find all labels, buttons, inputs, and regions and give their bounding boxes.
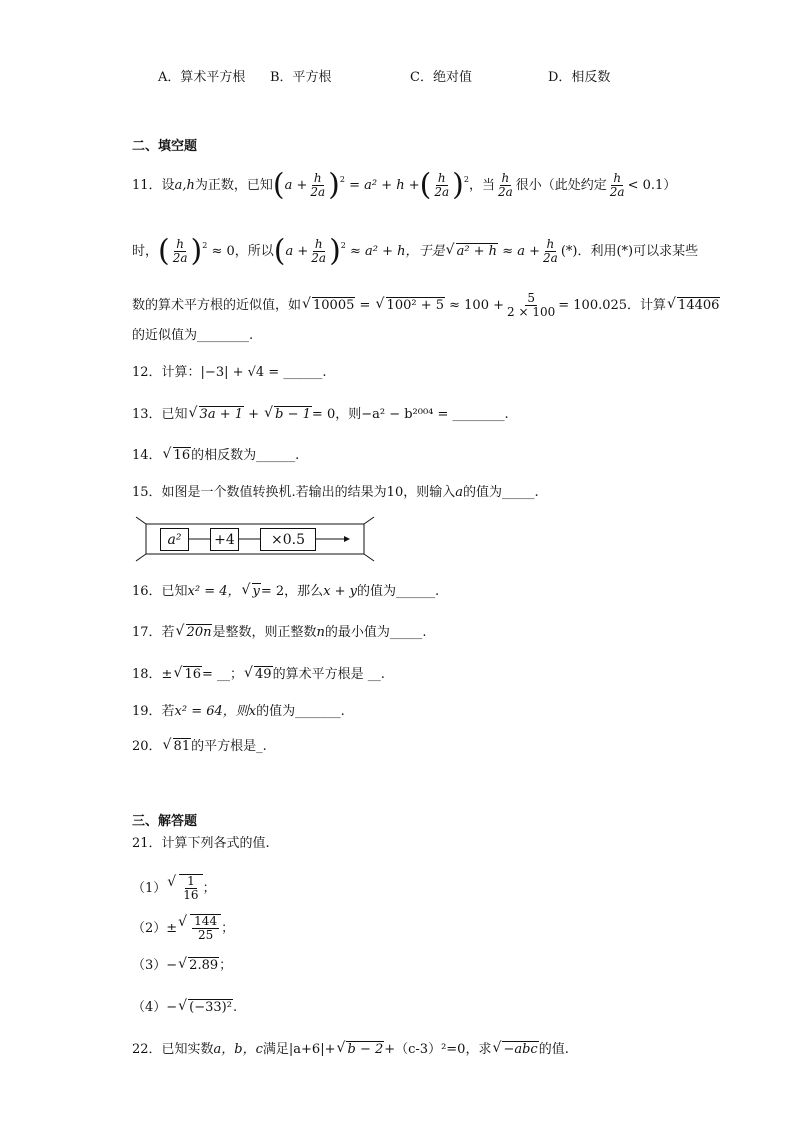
paren: (	[272, 167, 285, 203]
paren: )	[190, 233, 203, 269]
option-c: C．绝对值	[410, 70, 472, 85]
q11-line4: 的近似值为________.	[132, 328, 254, 343]
radicand	[190, 914, 221, 942]
sqrt-expression	[302, 296, 355, 316]
radicand: 3a + 1	[199, 407, 243, 422]
fraction	[309, 238, 328, 265]
option-b: B．平方根	[270, 70, 332, 85]
q16-text: = 2，那么	[260, 584, 324, 599]
sqrt-expression	[264, 405, 312, 425]
paren: (	[158, 233, 170, 269]
exponent: 2	[340, 241, 346, 250]
denominator: 16	[183, 888, 199, 902]
radicand: −abc	[503, 1042, 538, 1057]
q13-text: = 0，则−a² − b²⁰⁰⁴ = ________.	[311, 407, 509, 422]
q11-text: 为正数，已知	[194, 178, 273, 193]
paren: )	[452, 167, 464, 203]
q21-part3	[132, 956, 232, 976]
q15-text: 的值为_____.	[462, 485, 539, 500]
radicand: 16	[173, 448, 191, 463]
denominator: 2a	[310, 185, 326, 199]
q11-text: 设	[161, 178, 175, 193]
expr-term: a +	[284, 178, 308, 193]
denominator: 2a	[543, 251, 558, 265]
punctuation: ；	[202, 881, 216, 896]
paren: (	[419, 167, 432, 203]
numerator: √ 144	[194, 914, 218, 928]
numerator: h	[314, 237, 323, 251]
fraction	[181, 875, 200, 902]
q11-text: 时，	[132, 244, 159, 259]
denominator: 2a	[434, 185, 450, 199]
numerator: h	[546, 237, 555, 251]
sqrt-expression	[336, 1040, 384, 1060]
q11-text: ，当	[468, 178, 495, 193]
q18-text: 的算术平方根是 __.	[272, 667, 385, 682]
denominator: 25	[197, 928, 214, 942]
radicand: b − 1	[275, 407, 311, 422]
q11-line3: 数的算术平方根的近似值，如√ 10005 = √ 100² + 5 ≈ 100 + $\frac{5}{2 \times 100}$ = 100.025．计算√ 14406	[132, 292, 720, 319]
sqrt-expression	[189, 405, 244, 425]
radicand: 100² + 5	[386, 298, 444, 313]
option-d: D．相反数	[548, 70, 611, 85]
q20	[132, 737, 267, 757]
q11-text: = 100.025．计算	[558, 298, 667, 313]
section-fill-in-title: 二、填空题	[132, 139, 198, 154]
machine-box-add4: +4	[210, 528, 239, 551]
machine-box-square: a²	[160, 528, 189, 551]
q18	[132, 665, 385, 685]
sqrt-expression	[242, 582, 261, 602]
q11-text: ≈ 100 +	[449, 298, 505, 313]
punctuation: ；	[221, 921, 235, 936]
exponent: 2	[463, 175, 469, 184]
fraction	[308, 172, 327, 199]
q15	[132, 483, 539, 503]
q14-text: 的相反数为______.	[191, 448, 300, 463]
q11-text: ≈ a +	[502, 244, 541, 259]
q11-line2	[132, 233, 699, 269]
denominator: 2a	[311, 251, 327, 265]
q22-text: 22．已知实数	[132, 1042, 214, 1057]
radicand: 20n	[186, 625, 212, 640]
q11-text: ≈ 0，所以	[211, 244, 274, 259]
fraction	[496, 172, 515, 199]
sqrt-expression	[173, 665, 202, 685]
sqrt-expression	[492, 1040, 538, 1060]
q17-var: n	[316, 625, 325, 640]
q12: 12．计算：|−3| + √4 = ______.	[132, 365, 327, 380]
q14	[132, 446, 299, 466]
q16-expr: x + y	[323, 584, 358, 599]
q11-text: ≈ a² + h，于是	[350, 244, 445, 259]
q17-text: 17．若	[132, 625, 175, 640]
q19-text: 的值为_______.	[256, 704, 345, 719]
q22-text: 的值.	[538, 1042, 569, 1057]
q21-title: 21．计算下列各式的值.	[132, 836, 270, 851]
paren: )	[328, 167, 340, 203]
sqrt-expression	[178, 998, 233, 1018]
sqrt-expression	[446, 242, 499, 262]
q18-text: = __；	[201, 667, 244, 682]
sqrt-expression	[244, 665, 273, 685]
radicand: 16	[184, 667, 201, 682]
numerator: h	[437, 171, 446, 185]
expr-term: = a² + h +	[349, 178, 420, 193]
numerator: 5	[527, 291, 535, 305]
q15-var: a	[455, 485, 463, 500]
radicand: a² + h	[456, 244, 498, 259]
numerator: h	[501, 171, 510, 185]
part-label: （3）−	[132, 958, 178, 973]
q14-text: 14．	[132, 448, 162, 463]
q20-text: 的平方根是_.	[191, 739, 267, 754]
q20-text: 20．	[132, 739, 162, 754]
option-a: A．算术平方根	[158, 70, 246, 85]
q13-text: 13．已知	[132, 407, 188, 422]
radicand: 14406	[678, 298, 720, 313]
sqrt-expression	[176, 623, 213, 643]
section-answer-title: 三、解答题	[132, 814, 198, 829]
fraction	[541, 238, 560, 265]
q22-text: +（c-3）²=0，求	[384, 1042, 492, 1057]
q11-text: (*)．利用(*)可以求某些	[560, 244, 699, 259]
q16-text: 16．已知	[132, 584, 188, 599]
q22-vars: a，b，c	[213, 1042, 263, 1057]
q19-expr: x² = 64，则	[174, 704, 249, 719]
sqrt-expression	[178, 914, 221, 942]
q16	[132, 582, 439, 602]
q19	[132, 702, 345, 722]
q13: 13．已知√ 3a + 1 + √ b − 1= 0，则−a² − b²⁰⁰⁴ = ________.	[132, 405, 509, 425]
paren: (	[273, 233, 286, 269]
q22-text: 满足|a+6|+	[262, 1042, 336, 1057]
denominator: 2a	[497, 185, 513, 199]
radicand: 2.89	[189, 958, 219, 973]
radicand: y	[252, 584, 260, 599]
radicand: 81	[173, 739, 191, 754]
punctuation: ；	[219, 958, 233, 973]
q19-var: x	[248, 704, 257, 719]
denominator: 2a	[172, 251, 188, 265]
q17-text: 的最小值为_____.	[324, 625, 427, 640]
exponent: 2	[339, 175, 345, 184]
q11-text: 很小（此处约定	[515, 178, 607, 193]
q21-part4	[132, 998, 237, 1018]
fraction	[432, 172, 451, 199]
q17	[132, 623, 427, 643]
radicand: (−33)²	[189, 1000, 232, 1015]
fraction	[171, 238, 190, 265]
sqrt-expression	[667, 296, 720, 316]
punctuation: .	[232, 1000, 238, 1015]
denominator: 2a	[609, 185, 625, 199]
q11-text: 数的算术平方根的近似值，如	[132, 298, 302, 313]
q11-text: < 0.1）	[627, 178, 677, 193]
q19-text: 19．若	[132, 704, 175, 719]
part-label: （2）±	[132, 921, 178, 936]
sqrt-expression	[163, 446, 192, 466]
q18-text: 18．±	[132, 667, 173, 682]
fraction	[608, 172, 627, 199]
q11-line1	[132, 167, 677, 203]
machine-box-times-half: ×0.5	[260, 528, 316, 551]
radicand	[179, 874, 202, 902]
q11-vars: a,h	[174, 178, 195, 193]
part-label: （1）	[132, 881, 167, 896]
q21-part2	[132, 914, 234, 942]
fraction	[505, 292, 557, 319]
q15-text: 15．如图是一个数值转换机.若输出的结果为10，则输入	[132, 485, 456, 500]
part-label: （4）−	[132, 1000, 178, 1015]
sqrt-expression	[163, 737, 192, 757]
q17-text: 是整数，则正整数	[212, 625, 317, 640]
sqrt-expression	[376, 296, 445, 316]
radicand: 49	[255, 667, 272, 682]
conversion-machine-diagram	[132, 514, 378, 564]
sqrt-expression	[167, 874, 202, 902]
paren: )	[329, 233, 341, 269]
q22	[132, 1040, 569, 1060]
radicand: 10005	[313, 298, 355, 313]
q16-expr: x² = 4，	[187, 584, 241, 599]
denominator: 2 × 100	[507, 305, 556, 319]
numerator: h	[613, 171, 622, 185]
q21-part1	[132, 874, 216, 902]
exponent: 2	[202, 241, 208, 250]
q16-text: 的值为______.	[357, 584, 440, 599]
expr-term: a +	[285, 244, 309, 259]
fraction	[192, 915, 219, 942]
numerator: √ 1	[187, 874, 195, 888]
numerator: h	[176, 237, 184, 251]
sqrt-expression	[178, 956, 219, 976]
numerator: h	[313, 171, 322, 185]
radicand: b − 2	[347, 1042, 384, 1057]
q11-number: 11．	[132, 178, 162, 193]
